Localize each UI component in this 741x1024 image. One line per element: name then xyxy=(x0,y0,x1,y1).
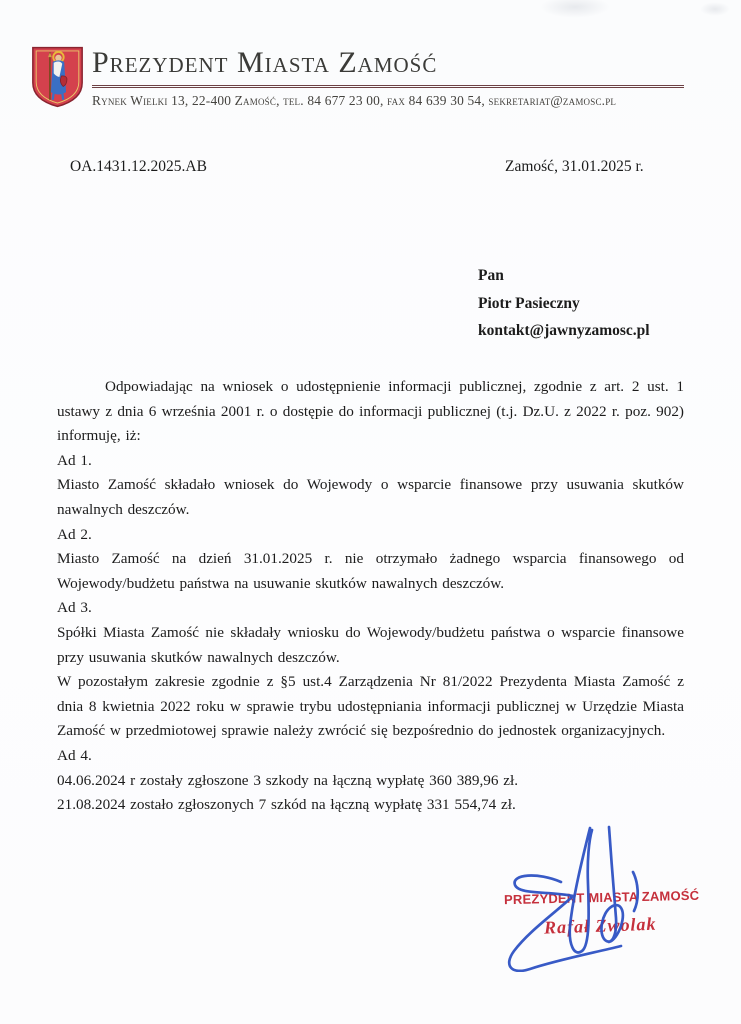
body-paragraph: Ad 3. xyxy=(57,599,92,617)
place-and-date: Zamość, 31.01.2025 r. xyxy=(505,158,644,175)
body-paragraph: 04.06.2024 r zostały zgłoszone 3 szkody na łączną wypłatę 360 389,96 zł. xyxy=(57,771,519,789)
recipient-name: Piotr Pasieczny xyxy=(478,294,580,312)
page-title: Prezydent Miasta Zamość xyxy=(92,46,438,79)
header-address: Rynek Wielki 13, 22-400 Zamość, tel. 84 677 23 00, fax 84 639 30 54, sekretariat@zamosc.pl xyxy=(92,93,617,108)
handwritten-signature xyxy=(493,814,698,972)
scan-smudge xyxy=(540,0,610,18)
body-paragraph: 21.08.2024 zostało zgłoszonych 7 szkód na łączną wypłatę 331 554,74 zł. xyxy=(57,796,516,814)
body-paragraph: Spółki Miasta Zamość nie składały wniosku do Wojewody/budżetu państwa o wsparcie finansowe przy usuwania skutków nawalnych deszczów. xyxy=(57,623,684,666)
zamosc-coat-of-arms-icon xyxy=(30,44,85,110)
recipient-block xyxy=(478,262,650,345)
scan-smudge xyxy=(700,2,730,16)
letter-body xyxy=(57,375,684,818)
body-paragraph: Odpowiadając na wniosek o udostępnienie informacji publicznej, zgodnie z art. 2 ust. 1 ustawy z dnia 6 września 2001 r. o dostępie do informacji publicznej (t.j. Dz.U. z 2022 r. poz. 902) informuję, iż: xyxy=(57,378,684,445)
body-paragraph: W pozostałym zakresie zgodnie z §5 ust.4 Zarządzenia Nr 81/2022 Prezydenta Miasta Zamość z dnia 8 kwietnia 2022 roku w sprawie trybu udostępniania informacji publicznej w Urzędzie Miasta Zamość w przedmiotowej sprawie należy zwrócić się bezpośrednio do jednostek organizacyjnych. xyxy=(57,673,684,740)
header-divider xyxy=(92,85,684,88)
recipient-salutation: Pan xyxy=(478,267,504,284)
reference-number: OA.1431.12.2025.AB xyxy=(70,158,207,175)
stamp-signer-name: Rafał Zwolak xyxy=(543,913,657,938)
body-paragraph: Ad 1. xyxy=(57,451,92,469)
stamp-office-title: PREZYDENT MIASTA ZAMOŚĆ xyxy=(503,887,700,908)
body-paragraph: Ad 4. xyxy=(57,746,92,764)
recipient-email: kontakt@jawnyzamosc.pl xyxy=(478,322,650,339)
body-paragraph: Miasto Zamość na dzień 31.01.2025 r. nie otrzymało żadnego wsparcia finansowego od Wojewody/budżetu państwa na usuwanie skutków nawalnych deszczów. xyxy=(57,550,684,592)
letterhead xyxy=(92,46,684,109)
body-paragraph: Miasto Zamość składało wniosek do Wojewody o wsparcie finansowe przy usuwania skutków nawalnych deszczów. xyxy=(57,476,684,518)
body-paragraph: Ad 2. xyxy=(57,525,92,543)
